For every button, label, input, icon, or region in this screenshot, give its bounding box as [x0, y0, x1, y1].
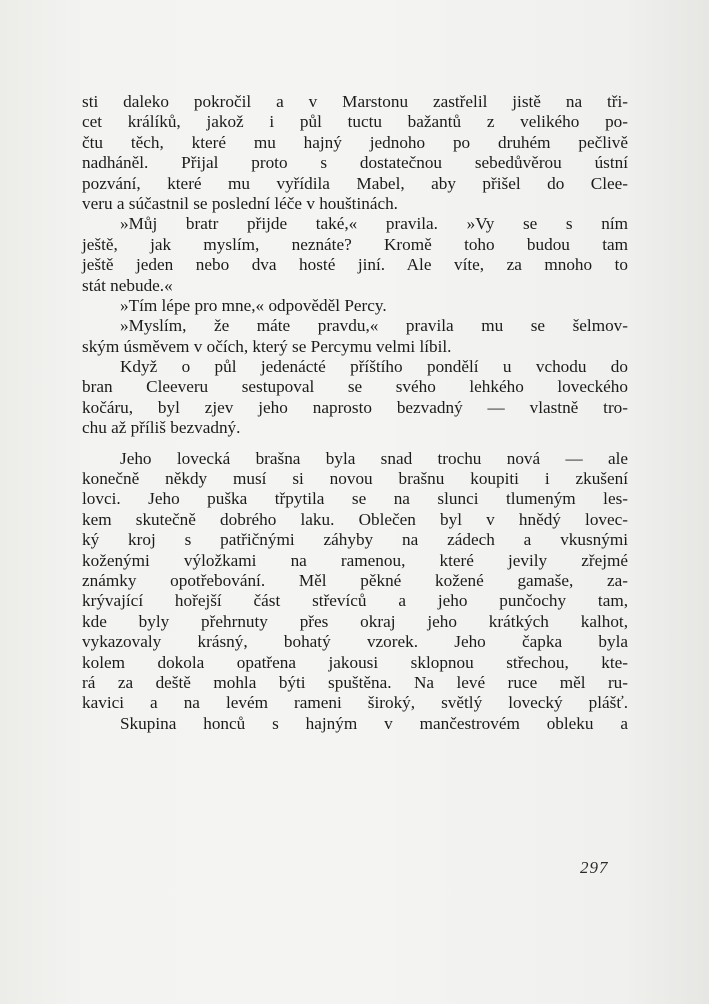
text-line: čtu těch, které mu hajný jednoho po druhém pečlivě: [82, 132, 628, 152]
text-line: lovci. Jeho puška třpytila se na slunci tlumeným les-: [82, 489, 628, 509]
text-line: bran Cleeveru sestupoval se svého lehkého loveckého: [82, 377, 628, 397]
text-line: kočáru, byl zjev jeho naprosto bezvadný — vlastně tro-: [82, 397, 628, 417]
page-number: 297: [580, 858, 609, 877]
text-line: Skupina honců s hajným v mančestrovém obleku a: [120, 713, 628, 733]
text-line: kolem dokola opatřena jakousi sklopnou střechou, kte-: [82, 652, 628, 672]
text-line: konečně někdy musí si novou brašnu koupiti i zkušení: [82, 469, 628, 489]
text-line: ký kroj s patřičnými záhyby na zádech a vkusnými: [82, 530, 628, 550]
text-line: Když o půl jedenácté příštího pondělí u vchodu do: [120, 357, 628, 377]
text-line: stát nebude.«: [82, 275, 173, 295]
text-line: Jeho lovecká brašna byla snad trochu nová — ale: [120, 448, 628, 468]
text-line: vykazovaly krásný, bohatý vzorek. Jeho čapka byla: [82, 632, 628, 652]
text-line: známky opotřebování. Měl pěkné kožené gamaše, za-: [82, 570, 628, 590]
text-line: ještě jeden nebo dva hosté jiní. Ale víte, za mnoho to: [82, 255, 628, 275]
text-line: kde byly přehrnuty přes okraj jeho krátkých kalhot,: [82, 611, 628, 631]
text-line: ským úsměvem v očích, který se Percymu velmi líbil.: [82, 336, 452, 356]
paragraph-gap: [82, 439, 628, 449]
text-line: ještě, jak myslím, neznáte? Kromě toho budou tam: [82, 234, 628, 254]
text-line: kem skutečně dobrého laku. Oblečen byl v hnědý lovec-: [82, 509, 628, 529]
text-line: nadháněl. Přijal proto s dostatečnou sebedůvěrou ústní: [82, 153, 628, 173]
text-line: rá za deště mohla býti spuštěna. Na levé ruce měl ru-: [82, 672, 628, 692]
text-line: »Tím lépe pro mne,« odpověděl Percy.: [120, 295, 387, 315]
text-line: »Můj bratr přijde také,« pravila. »Vy se s ním: [120, 214, 628, 234]
body-text: [82, 92, 628, 734]
text-line: »Myslím, že máte pravdu,« pravila mu se šelmov-: [120, 316, 628, 336]
text-line: sti daleko pokročil a v Marstonu zastřelil jistě na tři-: [82, 92, 628, 111]
text-line: kavici a na levém rameni široký, světlý lovecký plášť.: [82, 693, 628, 713]
text-line: chu až příliš bezvadný.: [82, 418, 241, 438]
text-line: veru a súčastnil se poslední léče v houštinách.: [82, 193, 398, 213]
text-line: krývající hořejší část střevíců a jeho punčochy tam,: [82, 591, 628, 611]
text-line: koženými výložkami na ramenou, které jevily zřejmé: [82, 550, 628, 570]
text-line: pozvání, které mu vyřídila Mabel, aby přišel do Clee-: [82, 173, 628, 193]
text-line: cet králíků, jakož i půl tuctu bažantů z velikého po-: [82, 112, 628, 132]
